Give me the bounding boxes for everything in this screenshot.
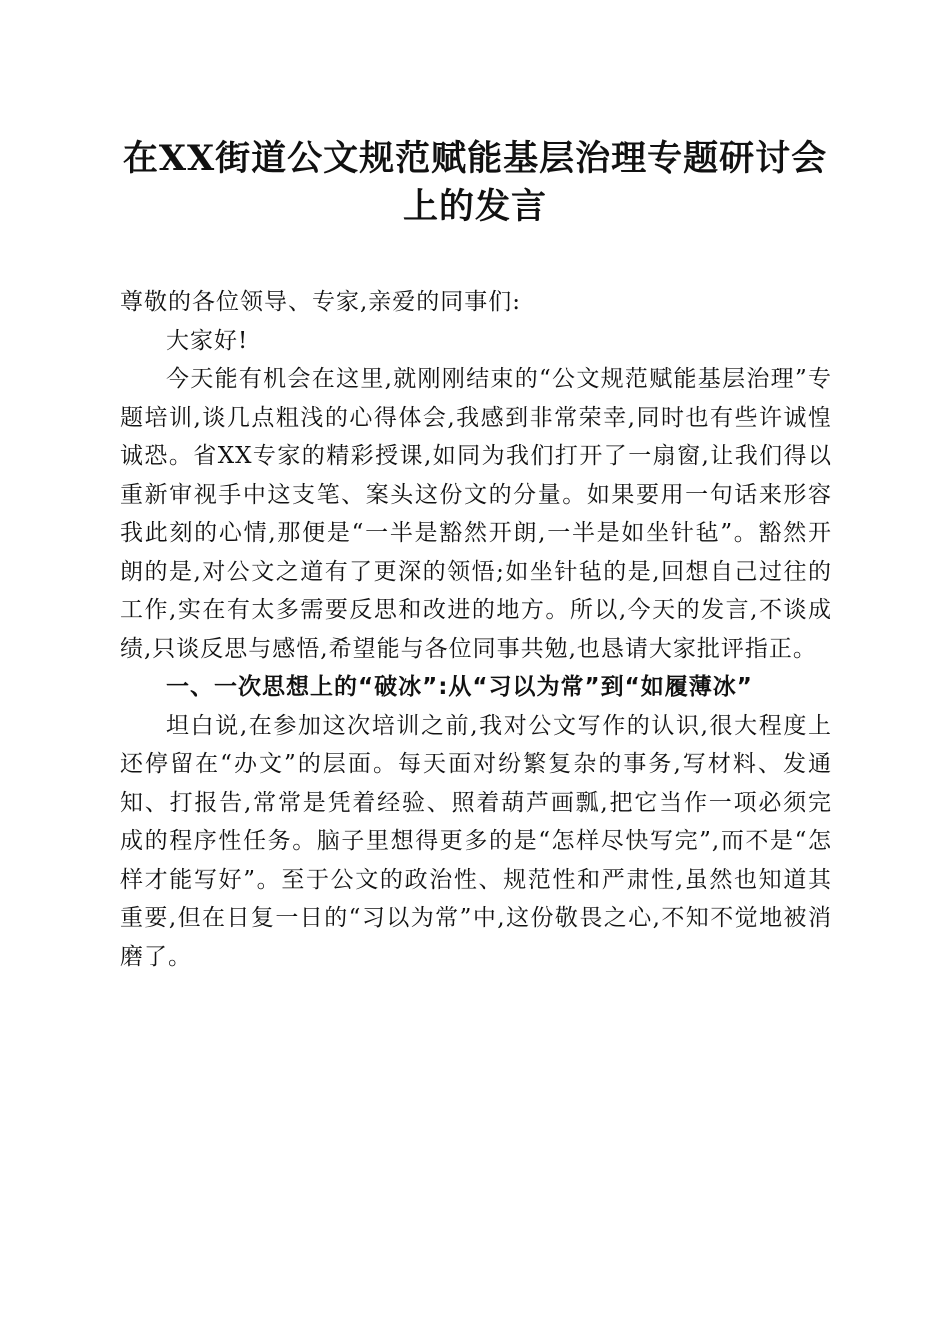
greeting: 大家好! xyxy=(166,327,249,354)
title-line-2: 上的发言 xyxy=(402,186,547,227)
document-body xyxy=(120,283,832,976)
section-heading-1: 一、一次思想上的“破冰”:从“习以为常”到“如履薄冰” xyxy=(166,674,753,700)
salutation: 尊敬的各位领导、专家,亲爱的同事们: xyxy=(120,289,522,315)
intro-paragraph: 今天能有机会在这里,就刚刚结束的“公文规范赋能基层治理”专题培训,谈几点粗浅的心得体会,我感到非常荣幸,同时也有些许诚惶诚恐。省XX专家的精彩授课,如同为我们打开了一扇窗,让我们得以重新审视手中这支笔、案头这份文的分量。如果要用一句话来形容我此刻的心情,那便是“一半是豁然开朗,一半是如坐针毡”。豁然开朗的是,对公文之道有了更深的领悟;如坐针毡的是,回想自己过往的工作,实在有太多需要反思和改进的地方。所以,今天的发言,不谈成绩,只谈反思与感悟,希望能与各位同事共勉,也恳请大家批评指正。 xyxy=(120,366,832,662)
document-title xyxy=(110,135,840,231)
title-line-1: 在XX街道公文规范赋能基层治理专题研讨会 xyxy=(122,138,828,179)
section-1-paragraph: 坦白说,在参加这次培训之前,我对公文写作的认识,很大程度上还停留在“办文”的层面。每天面对纷繁复杂的事务,写材料、发通知、打报告,常常是凭着经验、照着葫芦画瓢,把它当作一项必须完成的程序性任务。脑子里想得更多的是“怎样尽快写完”,而不是“怎样才能写好”。至于公文的政治性、规范性和严肃性,虽然也知道其重要,但在日复一日的“习以为常”中,这份敬畏之心,不知不觉地被消磨了。 xyxy=(120,712,832,970)
